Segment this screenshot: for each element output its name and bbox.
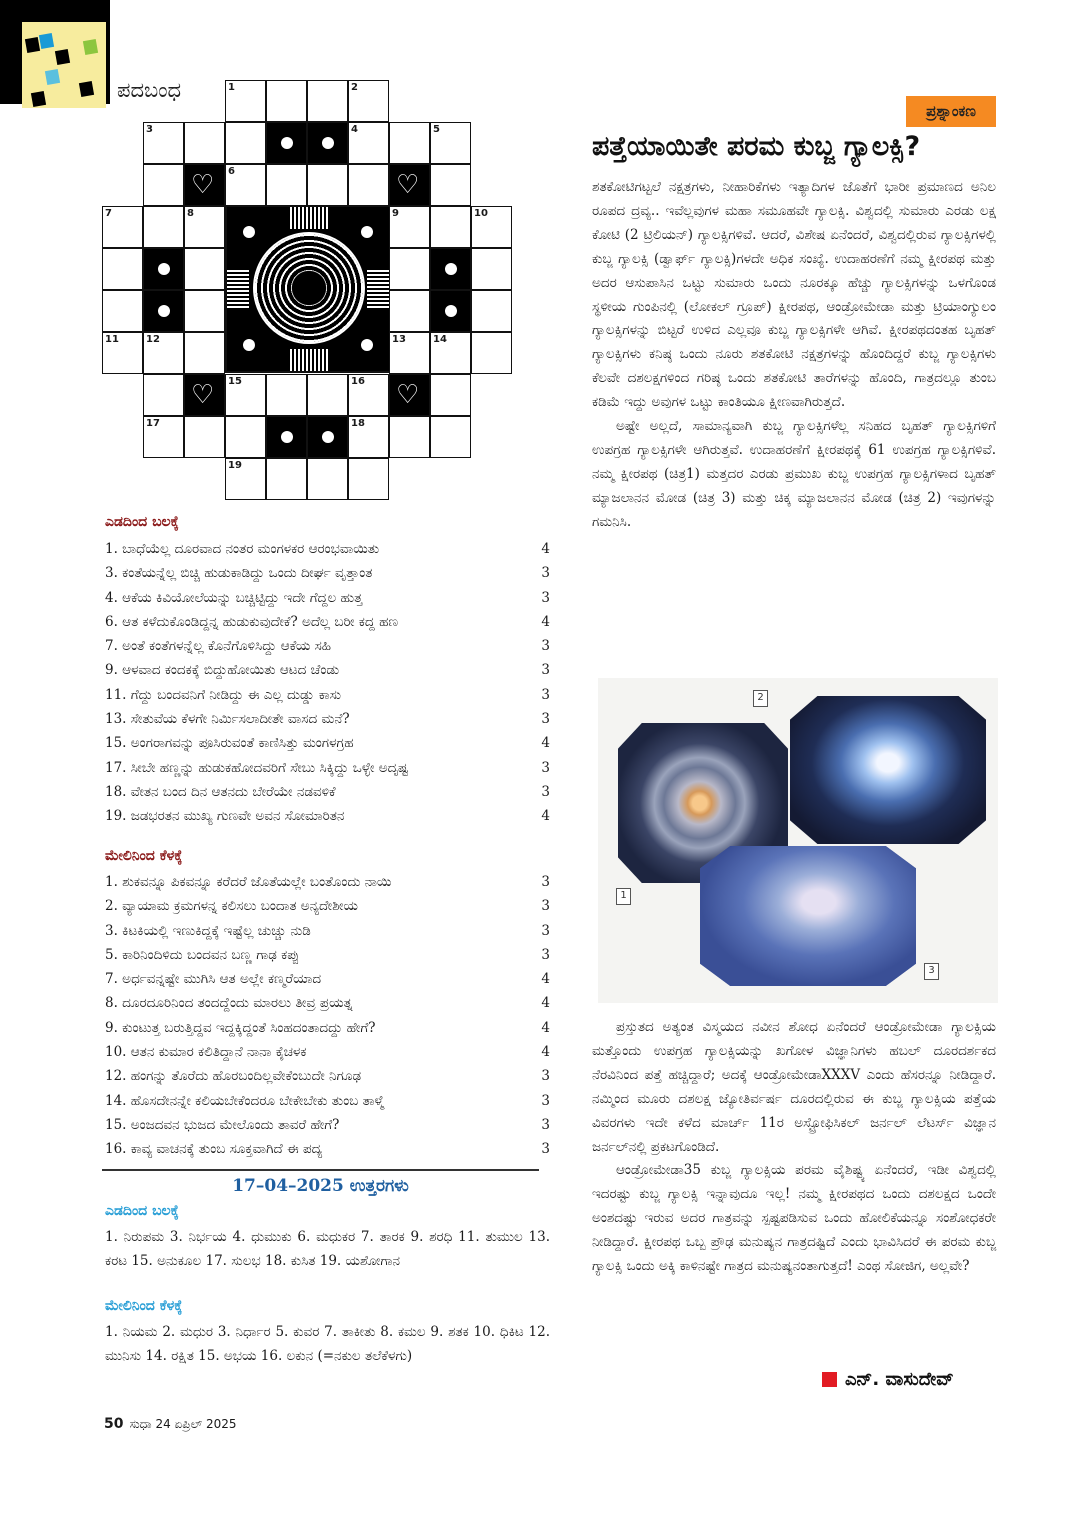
clue-number: 1 [228, 82, 235, 93]
across-clues [105, 537, 550, 829]
dot-icon [281, 137, 293, 149]
clue-item [105, 919, 550, 943]
clue-length: 4 [541, 735, 550, 752]
blocked-cell [389, 164, 430, 206]
grid-cell[interactable] [389, 332, 430, 374]
grid-cell[interactable] [471, 206, 512, 248]
clue-length: 4 [541, 971, 550, 988]
clue-item [105, 967, 550, 991]
logo-square [45, 69, 60, 85]
clue-item [105, 1040, 550, 1064]
clue-text: 7. ಅರ್ಧವನ್ನಷ್ಟೇ ಮುಗಿಸಿ ಆತ ಅಲ್ಲೇ ಕಣ್ಮರೆಯಾದ [105, 971, 322, 988]
clue-length: 4 [541, 808, 550, 825]
clue-number: 10 [474, 208, 488, 219]
clue-length: 3 [541, 1068, 550, 1085]
blocked-cell [307, 416, 348, 458]
small-magellanic-cloud-image [790, 696, 986, 844]
article-body-top [592, 176, 996, 535]
clue-text: 16. ಕಾವ್ಯ ವಾಚನಕ್ಕೆ ತುಂಬ ಸೂಕ್ತವಾಗಿದೆ ಈ ಪದ್ಯ [105, 1141, 323, 1158]
grid-cell[interactable] [184, 122, 225, 164]
down-heading: ಮೇಲಿನಿಂದ ಕೆಳಕ್ಕೆ [105, 848, 183, 864]
clue-length: 3 [541, 1116, 550, 1133]
heart-icon: ♡ [191, 170, 215, 200]
ornament-dot [243, 226, 255, 238]
clue-number: 6 [228, 166, 235, 177]
logo-square [25, 37, 40, 53]
clue-item [105, 804, 550, 828]
article-paragraph: ಶತಕೋಟಿಗಟ್ಟಲೆ ನಕ್ಷತ್ರಗಳು, ನೀಹಾರಿಕೆಗಳು ಇತ್ಯಾದಿಗಳ ಜೊತೆಗೆ ಭಾರೀ ಪ್ರಮಾಣದ ಅನಿಲ ರೂಪದ ದ್ರವ್ಯ.. ಇವೆಲ್ಲವುಗಳ ಮಹಾ ಸಮೂಹವೇ ಗ್ಯಾಲಕ್ಸಿ. ವಿಶ್ವದಲ್ಲಿ ಸುಮಾರು ಎರಡು ಲಕ್ಷ ಕೋಟಿ (2 ಟ್ರಿಲಿಯನ್) ಗ್ಯಾಲಕ್ಸಿಗಳಿವೆ. ಆದರೆ, ವಿಶೇಷ ಏನೆಂದರೆ, ವಿಶ್ವದಲ್ಲಿರುವ ಗ್ಯಾಲಕ್ಸಿಗಳಲ್ಲಿ ಕುಬ್ಜ ಗ್ಯಾಲಕ್ಸಿ (ಡ್ವಾರ್ಫ್ ಗ್ಯಾಲಕ್ಸಿ)ಗಳದೇ ಅಧಿಕ ಸಂಖ್ಯೆ. ಉದಾಹರಣೆಗೆ ನಮ್ಮ ಕ್ಷೀರಪಥ ಮತ್ತು ಅದರ ಆಸುಪಾಸಿನ ಒಟ್ಟು ಸುಮಾರು ಒಂದು ನೂರಕ್ಕೂ ಹೆಚ್ಚು ಗ್ಯಾಲಕ್ಸಿಗಳನ್ನು ಒಳಗೊಂಡ ಸ್ಥಳೀಯ ಗುಂಪಿನಲ್ಲಿ (ಲೋಕಲ್ ಗ್ರೂಪ್) ಕ್ಷೀರಪಥ, ಆಂಡ್ರೋಮೇಡಾ ಮತ್ತು ಟ್ರಿಯಾಂಗ್ಯುಲಂ ಗ್ಯಾಲಕ್ಸಿಗಳನ್ನು ಬಿಟ್ಟರೆ ಉಳಿದ ಎಲ್ಲವೂ ಕುಬ್ಜ ಗ್ಯಾಲಕ್ಸಿಗಳೇ ಆಗಿವೆ. ಕ್ಷೀರಪಥದಂತಹ ಬೃಹತ್ ಗ್ಯಾಲಕ್ಸಿಗಳು ಕನಿಷ್ಠ ಒಂದು ನೂರು ಶತಕೋಟಿ ನಕ್ಷತ್ರಗಳನ್ನು ಹೊಂದಿದ್ದರೆ ಕುಬ್ಜ ಗ್ಯಾಲಕ್ಸಿಗಳು ಕೆಲವೇ ದಶಲಕ್ಷಗಳಿಂದ ಗರಿಷ್ಠ ಒಂದು ಶತಕೋಟಿ ತಾರೆಗಳನ್ನು ಹೊಂದಿ, ಗಾತ್ರದಲ್ಲೂ ತುಂಬ ಕಡಿಮೆ ಇದ್ದು ಅವುಗಳ ಒಟ್ಟು ಕಾಂತಿಯೂ ಕ್ಷೀಣವಾಗಿರುತ್ತದೆ. [592, 179, 996, 411]
dot-icon [322, 431, 334, 443]
clue-item [105, 707, 550, 731]
clue-number: 4 [351, 124, 358, 135]
ornament-stripes [290, 207, 328, 229]
grid-cell[interactable] [389, 416, 430, 458]
clue-number: 18 [351, 418, 365, 429]
article-body-bottom [592, 1016, 996, 1279]
grid-cell[interactable] [266, 458, 307, 500]
grid-cell[interactable] [430, 416, 471, 458]
dot-icon [158, 263, 170, 275]
clue-text: 1. ಶುಕವನ್ನೂ ಪಿಕವನ್ನೂ ಕರೆದರೆ ಜೊತೆಯಲ್ಲೇ ಬಂತೊಂದು ನಾಯಿ [105, 874, 392, 890]
clue-text: 13. ಸೇತುವೆಯ ಕೆಳಗೇ ನಿರ್ಮಿಸಲಾದೀತೇ ವಾಸದ ಮನೆ? [105, 711, 350, 728]
clue-number: 14 [433, 334, 447, 345]
clue-item [105, 683, 550, 707]
grid-cell[interactable] [389, 122, 430, 164]
grid-cell[interactable] [184, 290, 225, 332]
large-magellanic-cloud-image [700, 846, 916, 986]
clue-text: 19. ಜಡಭರತನ ಮುಖ್ಯ ಗುಣವೇ ಅವನ ಸೋಮಾರಿತನ [105, 808, 345, 825]
logo-square [83, 39, 98, 55]
ornament-dot [361, 226, 373, 238]
grid-cell[interactable] [348, 458, 389, 500]
clue-text: 10. ಆತನ ಕುಮಾರ ಕಲಿತಿದ್ದಾನೆ ನಾನಾ ಕೈಚಳಕ [105, 1044, 307, 1061]
grid-cell[interactable] [430, 122, 471, 164]
ornament-dot [243, 339, 255, 351]
grid-cell[interactable] [266, 374, 307, 416]
clue-item [105, 991, 550, 1015]
figure-label-2: 2 [753, 690, 768, 707]
grid-cell[interactable] [266, 164, 307, 206]
byline [822, 1369, 954, 1390]
dot-icon [445, 305, 457, 317]
clue-text: 3. ಕಂತೆಯನ್ನೆಲ್ಲ ಬಿಚ್ಚಿ ಹುಡುಕಾಡಿದ್ದು ಒಂದು ದೀರ್ಘ ವೃತ್ತಾಂತ [105, 565, 373, 582]
answers-down-text: 1. ನಿಯಮ 2. ಮಧುರ 3. ನಿರ್ಧಾರ 5. ಕುವರ 7. ತಾಕೀತು 8. ಕಮಲ 9. ಶತಕ 10. ಧಿಕಿಟ 12. ಮುನಿಸು 14. ರಕ್ಷಿತ 15. ಅಭಯ 16. ಲಕುನ (=ನಕುಲ ತಲೆಕೆಳಗು) [105, 1324, 550, 1364]
grid-cell[interactable] [348, 374, 389, 416]
grid-cell[interactable] [348, 164, 389, 206]
clue-text: 11. ಗೆದ್ದು ಬಂದವನಿಗೆ ನೀಡಿದ್ದು ಈ ಎಲ್ಲ ದುಡ್ಡು ಕಾಸು [105, 686, 342, 703]
ornament-stripes [290, 349, 328, 371]
publication-info: ಸುಧಾ 24 ಏಪ್ರಿಲ್ 2025 [129, 1417, 237, 1431]
grid-cell[interactable] [430, 374, 471, 416]
clue-length: 4 [541, 613, 550, 630]
clue-text: 15. ಅಂಗರಾಗವನ್ನು ಪೂಸಿರುವಂತೆ ಕಾಣಿಸಿತ್ತು ಮಂಗಳಗ್ರಹ [105, 735, 354, 752]
blocked-cell [184, 374, 225, 416]
clue-length: 3 [541, 662, 550, 679]
grid-cell[interactable] [471, 290, 512, 332]
byline-square-icon [822, 1372, 837, 1387]
section-tag: ಪ್ರಶ್ನಾಂಕಣ [906, 96, 996, 127]
blocked-cell [430, 248, 471, 290]
grid-cell[interactable] [143, 206, 184, 248]
clue-length: 3 [541, 946, 550, 963]
grid-cell[interactable] [430, 206, 471, 248]
grid-cell[interactable] [307, 164, 348, 206]
clue-number: 17 [146, 418, 160, 429]
clue-length: 4 [541, 1019, 550, 1036]
clue-length: 4 [541, 541, 550, 557]
clue-number: 2 [351, 82, 358, 93]
grid-cell[interactable] [225, 80, 266, 122]
clue-length: 3 [541, 589, 550, 606]
clue-item [105, 1064, 550, 1088]
clue-item [105, 1113, 550, 1137]
grid-cell[interactable] [266, 80, 307, 122]
clue-text: 9. ಕುಂಟುತ್ತ ಬರುತ್ತಿದ್ದವ ಇದ್ದಕ್ಕಿದ್ದಂತೆ ಸಿಂಹದಂತಾದದ್ದು ಹೇಗೆ? [105, 1019, 376, 1036]
clue-text: 18. ವೇತನ ಬಂದ ದಿನ ಆತನದು ಬೇರೆಯೇ ನಡವಳಿಕೆ [105, 783, 336, 800]
clue-number: 9 [392, 208, 399, 219]
grid-cell[interactable] [430, 332, 471, 374]
answers-title: 17–04–2025 ಉತ್ತರಗಳು [232, 1176, 409, 1196]
across-heading: ಎಡದಿಂದ ಬಲಕ್ಕೆ [105, 514, 179, 530]
heart-icon: ♡ [396, 380, 420, 410]
grid-cell[interactable] [225, 164, 266, 206]
clue-item [105, 1016, 550, 1040]
figure-label-1: 1 [616, 888, 631, 905]
heart-icon: ♡ [396, 170, 420, 200]
blocked-cell [266, 416, 307, 458]
clue-item [105, 870, 550, 894]
clue-number: 15 [228, 376, 242, 387]
clue-text: 1. ಬಾಧೆಯೆಲ್ಲ ದೂರವಾದ ನಂತರ ಮಂಗಳಕರ ಆರಂಭವಾಯಿತು [105, 541, 380, 557]
clue-text: 8. ದೂರದೂರಿನಿಂದ ತಂದದ್ದೆಂದು ಮಾರಲು ತೀವ್ರ ಪ್ರಯತ್ನ [105, 995, 353, 1012]
grid-cell[interactable] [225, 416, 266, 458]
grid-cell[interactable] [225, 122, 266, 164]
blocked-cell [430, 290, 471, 332]
clue-text: 9. ಆಳವಾದ ಕಂದಕಕ್ಕೆ ಬಿದ್ದುಹೋಯಿತು ಆಟದ ಚೆಂಡು [105, 662, 340, 679]
clue-item [105, 537, 550, 561]
clue-length: 4 [541, 1044, 550, 1061]
clue-text: 17. ಸೀಬೇ ಹಣ್ಣನ್ನು ಹುಡುಕಹೋದವರಿಗೆ ಸೇಬು ಸಿಕ್ಕಿದ್ದು ಒಳ್ಳೇ ಅದೃಷ್ಟ [105, 759, 409, 776]
clue-length: 3 [541, 638, 550, 655]
grid-cell[interactable] [184, 248, 225, 290]
logo-square [79, 81, 94, 97]
clue-number: 5 [433, 124, 440, 135]
clue-length: 3 [541, 1141, 550, 1158]
clue-number: 16 [351, 376, 365, 387]
clue-text: 7. ಅಂತೆ ಕಂತೆಗಳನ್ನೆಲ್ಲ ಕೊನೆಗೊಳಿಸಿದ್ದು ಆಕೆಯ ಸಹಿ [105, 638, 332, 655]
clue-length: 3 [541, 783, 550, 800]
clue-item [105, 731, 550, 755]
grid-cell[interactable] [471, 248, 512, 290]
clue-item [105, 1089, 550, 1113]
article-headline: ಪತ್ತೆಯಾಯಿತೇ ಪರಮ ಕುಬ್ಜ ಗ್ಯಾಲಕ್ಸಿ? [592, 131, 921, 162]
clue-number: 3 [146, 124, 153, 135]
clue-text: 12. ಹಂಗನ್ನು ತೊರೆದು ಹೊರಬಂದಿಲ್ಲವೇಕೆಂಬುದೇ ನಿಗೂಢ [105, 1068, 362, 1085]
grid-cell[interactable] [184, 206, 225, 248]
clue-number: 12 [146, 334, 160, 345]
heart-icon: ♡ [191, 380, 215, 410]
divider [102, 1169, 539, 1171]
center-ornament [225, 205, 391, 373]
ornament-stripes [227, 270, 249, 308]
answers-across-text: 1. ನಿರುಪಮ 3. ನಿರ್ಭಯ 4. ಧುಮುಕು 6. ಮಧುಕರ 7. ತಾರಕ 9. ಶರಧಿ 11. ತುಮುಲ 13. ಕರಟ 15. ಅನುಕೂಲ 17. ಸುಲಭ 18. ಕುಸಿತ 19. ಯಶೋಗಾನ [105, 1229, 550, 1269]
grid-cell[interactable] [102, 290, 143, 332]
clue-item [105, 756, 550, 780]
grid-cell[interactable] [307, 374, 348, 416]
section-title: ಪದಬಂಧ [117, 78, 182, 102]
grid-cell[interactable] [184, 416, 225, 458]
clue-item [105, 658, 550, 682]
page-number: 50 [104, 1416, 124, 1432]
grid-cell[interactable] [225, 374, 266, 416]
clue-number: 7 [105, 208, 112, 219]
clue-text: 5. ಕಾರಿನಿಂದಿಳಿದು ಬಂದವನ ಬಣ್ಣ ಗಾಢ ಕಪ್ಪು [105, 946, 300, 963]
grid-cell[interactable] [389, 206, 430, 248]
logo-square [55, 49, 70, 65]
grid-cell[interactable] [307, 80, 348, 122]
clue-length: 3 [541, 1092, 550, 1109]
down-clues [105, 870, 550, 1162]
grid-cell[interactable] [348, 80, 389, 122]
clue-length: 3 [541, 686, 550, 703]
grid-cell[interactable] [430, 164, 471, 206]
clue-length: 3 [541, 898, 550, 915]
clue-item [105, 1137, 550, 1161]
clue-text: 4. ಆಕೆಯ ಕಿವಿಯೋಲೆಯನ್ನು ಬಚ್ಚಿಟ್ಟಿದ್ದು ಇದೇ ಗೆದ್ದಲ ಹುತ್ತ [105, 589, 363, 606]
article-paragraph: ಪ್ರಸ್ತುತದ ಅತ್ಯಂತ ವಿಸ್ಮಯದ ನವೀನ ಶೋಧ ಏನೆಂದರೆ ಆಂಡ್ರೋಮೇಡಾ ಗ್ಯಾಲಕ್ಸಿಯ ಮತ್ತೊಂದು ಉಪಗ್ರಹ ಗ್ಯಾಲಕ್ಸಿಯನ್ನು ಖಗೋಳ ವಿಜ್ಞಾನಿಗಳು ಹಬಲ್ ದೂರದರ್ಶಕದ ನೆರವಿನಿಂದ ಪತ್ತೆ ಹಚ್ಚಿದ್ದಾರೆ; ಅದಕ್ಕೆ ಆಂಡ್ರೋಮೇಡಾXXXV ಎಂದು ಹೆಸರನ್ನೂ ನೀಡಿದ್ದಾರೆ. ನಮ್ಮಿಂದ ಮೂರು ದಶಲಕ್ಷ ಜ್ಯೋತಿರ್ವರ್ಷ ದೂರದಲ್ಲಿರುವ ಈ ಕುಬ್ಜ ಗ್ಯಾಲಕ್ಸಿಯ ಪತ್ತೆಯ ವಿವರಗಳು ಇದೇ ಕಳೆದ ಮಾರ್ಚ್ 11ರ ಅಸ್ಟ್ರೋಫಿಸಿಕಲ್ ಜರ್ನಲ್ ಲೆಟರ್ಸ್ ವಿಜ್ಞಾನ ಜರ್ನಲ್‌ನಲ್ಲಿ ಪ್ರಕಟಗೊಂಡಿದೆ. [592, 1019, 996, 1155]
grid-cell[interactable] [348, 416, 389, 458]
grid-cell[interactable] [225, 458, 266, 500]
answers-across-heading: ಎಡದಿಂದ ಬಲಕ್ಕೆ [105, 1203, 179, 1219]
grid-cell[interactable] [348, 122, 389, 164]
blocked-cell [184, 164, 225, 206]
clue-length: 3 [541, 759, 550, 776]
clue-number: 13 [392, 334, 406, 345]
clue-length: 3 [541, 874, 550, 890]
clue-length: 4 [541, 995, 550, 1012]
clue-text: 3. ಕಿಟಕಿಯಲ್ಲಿ ಇಣುಕಿದ್ದಕ್ಕೆ ಇಷ್ಟೆಲ್ಲ ಚುಚ್ಚು ನುಡಿ [105, 922, 311, 939]
author-name: ಎನ್. ವಾಸುದೇವ್ [845, 1369, 954, 1390]
clue-text: 6. ಆತ ಕಳೆದುಕೊಂಡಿದ್ದನ್ನ ಹುಡುಕುವುದೇಕೆ? ಅದೆಲ್ಲ ಬರೀ ಕದ್ದ ಹಣ [105, 613, 399, 630]
dot-icon [445, 263, 457, 275]
article-paragraph: ಆಂಡ್ರೋಮೇಡಾ35 ಕುಬ್ಜ ಗ್ಯಾಲಕ್ಸಿಯ ಪರಮ ವೈಶಿಷ್ಟ್ಯ ಏನೆಂದರೆ, ಇಡೀ ವಿಶ್ವದಲ್ಲಿ ಇದರಷ್ಟು ಕುಬ್ಜ ಗ್ಯಾಲಕ್ಸಿ ಇನ್ನಾವುದೂ ಇಲ್ಲ! ನಮ್ಮ ಕ್ಷೀರಪಥದ ಒಂದು ದಶಲಕ್ಷದ ಒಂದೇ ಅಂಶದಷ್ಟು ಇರುವ ಅದರ ಗಾತ್ರವನ್ನು ಸ್ಪಷ್ಟಪಡಿಸುವ ಒಂದು ಹೋಲಿಕೆಯನ್ನೂ ಸಂಶೋಧಕರೇ ನೀಡಿದ್ದಾರೆ. ಕ್ಷೀರಪಥ ಒಬ್ಬ ಪ್ರೌಢ ಮನುಷ್ಯನ ಗಾತ್ರದಷ್ಟಿದೆ ಎಂದು ಭಾವಿಸಿದರೆ ಈ ಪರಮ ಕುಬ್ಜ ಗ್ಯಾಲಕ್ಸಿ ಒಂದು ಅಕ್ಕಿ ಕಾಳಿನಷ್ಟೇ ಗಾತ್ರದ ಮನುಷ್ಯನಂತಾಗುತ್ತದೆ! ಎಂಥ ಸೋಜಿಗ, ಅಲ್ಲವೇ? [592, 1162, 996, 1275]
clue-text: 14. ಹೊಸದೇನನ್ನೇ ಕಲಿಯಬೇಕೆಂದರೂ ಬೇಕೇಬೇಕು ತುಂಬ ತಾಳ್ಮೆ [105, 1092, 385, 1109]
crossword-grid [102, 80, 512, 500]
clue-text: 2. ವ್ಯಾಯಾಮ ಕ್ರಮಗಳನ್ನ ಕಲಿಸಲು ಬಂದಾತ ಅನ್ಯದೇಶೀಯ [105, 898, 358, 915]
page-footer [104, 1416, 237, 1432]
grid-cell[interactable] [102, 248, 143, 290]
clue-length: 3 [541, 565, 550, 582]
ornament-dot [361, 339, 373, 351]
grid-cell[interactable] [143, 416, 184, 458]
grid-cell[interactable] [143, 164, 184, 206]
logo-square [31, 91, 46, 107]
answers-down-heading: ಮೇಲಿನಿಂದ ಕೆಳಕ್ಕೆ [105, 1298, 183, 1314]
clue-item [105, 943, 550, 967]
clue-item [105, 780, 550, 804]
galaxy-figure [598, 678, 998, 1003]
dot-icon [322, 137, 334, 149]
figure-label-3: 3 [924, 963, 939, 980]
clue-number: 8 [187, 208, 194, 219]
clue-length: 3 [541, 922, 550, 939]
puzzle-logo [22, 22, 106, 108]
dot-icon [281, 431, 293, 443]
ornament-stripes [367, 270, 389, 308]
blocked-cell [389, 374, 430, 416]
clue-number: 11 [105, 334, 119, 345]
clue-number: 19 [228, 460, 242, 471]
clue-item [105, 586, 550, 610]
clue-item [105, 561, 550, 585]
grid-cell[interactable] [143, 332, 184, 374]
blocked-cell [307, 122, 348, 164]
logo-square [39, 33, 54, 49]
grid-cell[interactable] [389, 290, 430, 332]
grid-cell[interactable] [389, 248, 430, 290]
clue-item [105, 894, 550, 918]
blocked-cell [143, 290, 184, 332]
grid-cell[interactable] [102, 206, 143, 248]
grid-cell[interactable] [471, 332, 512, 374]
clue-item [105, 634, 550, 658]
clue-text: 15. ಅಂಜದವನ ಭುಜದ ಮೇಲೊಂದು ತಾವರೆ ಹೇಗೆ? [105, 1116, 340, 1133]
blocked-cell [266, 122, 307, 164]
clue-item [105, 610, 550, 634]
article-paragraph: ಅಷ್ಟೇ ಅಲ್ಲದೆ, ಸಾಮಾನ್ಯವಾಗಿ ಕುಬ್ಜ ಗ್ಯಾಲಕ್ಸಿಗಳೆಲ್ಲ ಸನಿಹದ ಬೃಹತ್ ಗ್ಯಾಲಕ್ಸಿಗಳಿಗೆ ಉಪಗ್ರಹ ಗ್ಯಾಲಕ್ಸಿಗಳೇ ಆಗಿರುತ್ತವೆ. ಉದಾಹರಣೆಗೆ ಕ್ಷೀರಪಥಕ್ಕೆ 61 ಉಪಗ್ರಹ ಗ್ಯಾಲಕ್ಸಿಗಳಿವೆ. ನಮ್ಮ ಕ್ಷೀರಪಥ (ಚಿತ್ರ1) ಮತ್ತದರ ಎರಡು ಪ್ರಮುಖ ಕುಬ್ಜ ಉಪಗ್ರಹ ಗ್ಯಾಲಕ್ಸಿಗಳಾದ ಬೃಹತ್ ಮ್ಯಾಜಲಾನನ ಮೋಡ (ಚಿತ್ರ 3) ಮತ್ತು ಚಿಕ್ಕ ಮ್ಯಾಜಲಾನನ ಮೋಡ (ಚಿತ್ರ 2) ಇವುಗಳನ್ನು ಗಮನಿಸಿ. [592, 418, 996, 530]
grid-cell[interactable] [307, 458, 348, 500]
dot-icon [158, 305, 170, 317]
clue-length: 3 [541, 711, 550, 728]
blocked-cell [143, 248, 184, 290]
grid-cell[interactable] [143, 374, 184, 416]
mandala-ornament [253, 232, 365, 344]
grid-cell[interactable] [143, 122, 184, 164]
grid-cell[interactable] [102, 332, 143, 374]
grid-cell[interactable] [184, 332, 225, 374]
